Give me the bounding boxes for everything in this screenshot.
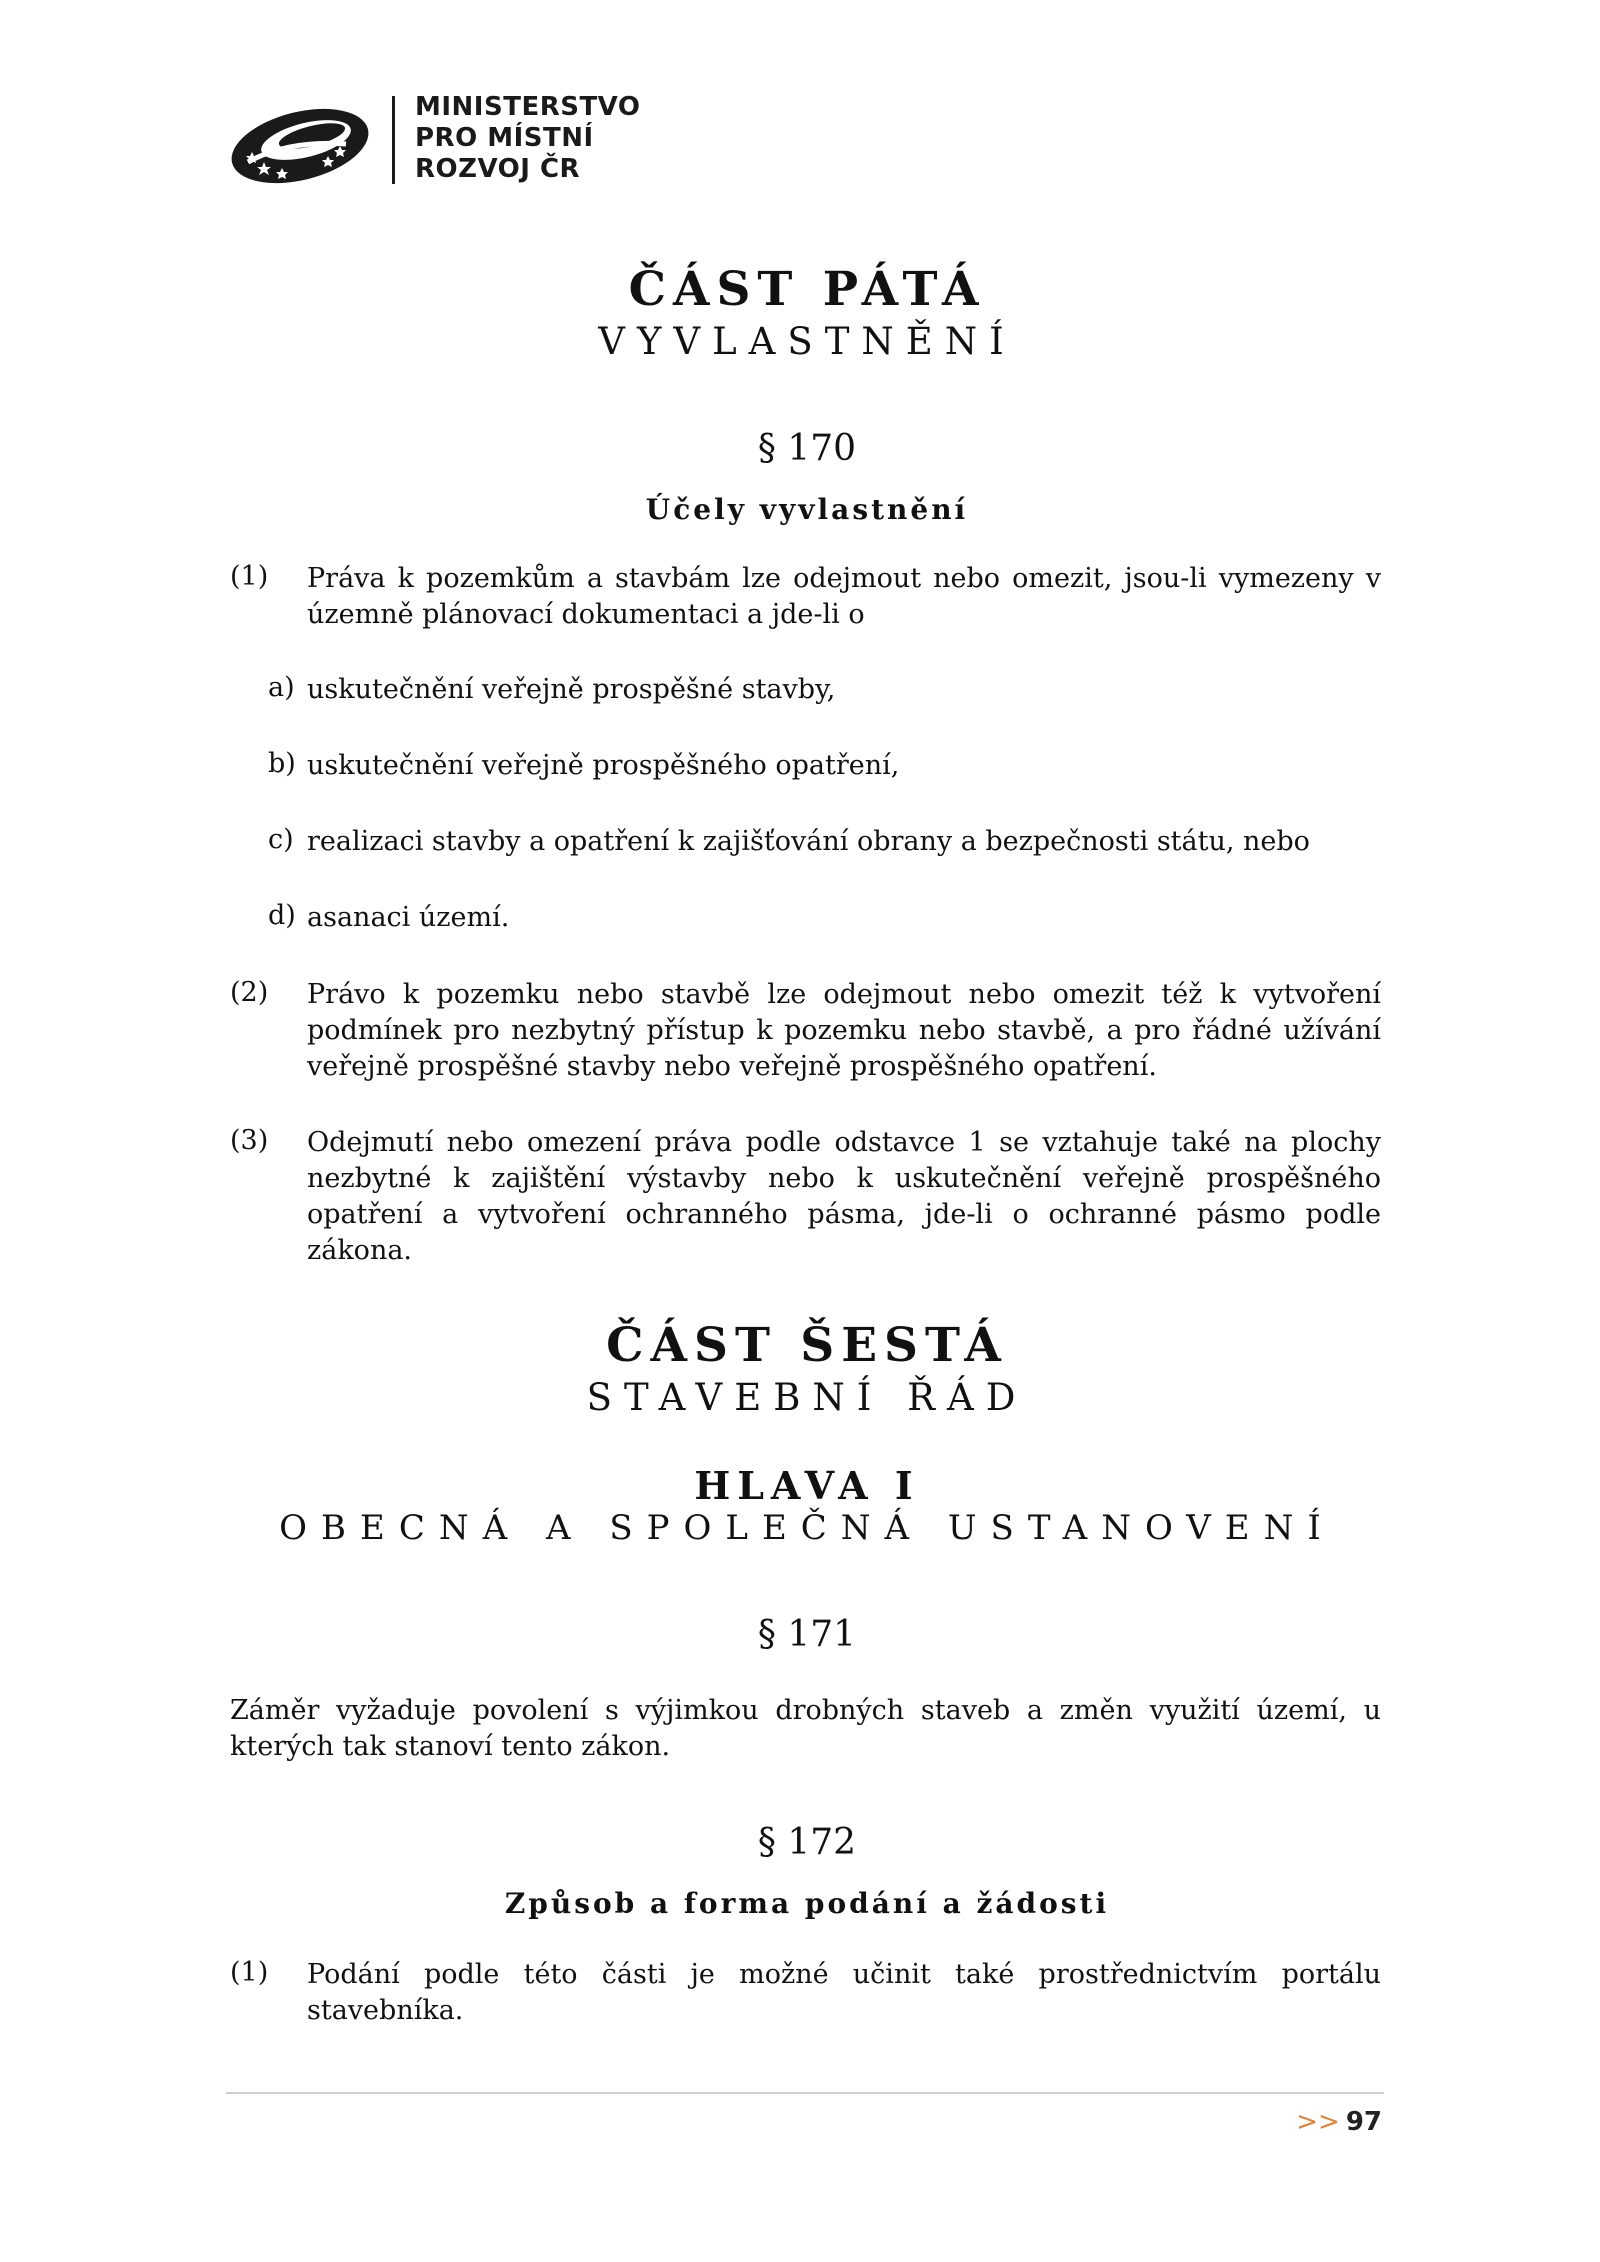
section-171-text: Záměr vyžaduje povolení s výjimkou drobných staveb a změn využití území, u kterých tak stanoví tento zákon. — [230, 1695, 1381, 1762]
list-item-text: realizaci stavby a opatření k zajišťování obrany a bezpečnosti státu, nebo — [307, 826, 1310, 857]
part-five-title: ČÁST PÁTÁ — [628, 262, 986, 317]
page-arrows: >> — [1296, 2107, 1340, 2137]
logo-text — [415, 92, 640, 185]
part-five-subtitle: VYVLASTNĚNÍ — [598, 320, 1016, 363]
list-item-letter: c) — [268, 824, 294, 855]
list-item-letter: d) — [268, 900, 296, 931]
page-number — [1296, 2107, 1382, 2137]
section-172-title: Způsob a forma podání a žádosti — [504, 1887, 1110, 1920]
page-number-value: 97 — [1345, 2107, 1382, 2137]
logo-line-3: ROZVOJ ČR — [415, 154, 581, 184]
paragraph-text: Právo k pozemku nebo stavbě lze odejmout nebo omezit též k vytvoření podmínek pro nezbytný přístup k pozemku nebo stavbě, a pro řádné užívání veřejně prospěšné stavby nebo veřejně prospěšného opatření. — [307, 979, 1381, 1082]
part-six-subtitle: STAVEBNÍ ŘÁD — [586, 1376, 1028, 1419]
logo-divider — [392, 96, 395, 184]
section-170-title: Účely vyvlastnění — [645, 493, 969, 526]
section-172-number: § 172 — [757, 1822, 857, 1863]
list-item-text: uskutečnění veřejně prospěšného opatření, — [307, 750, 900, 781]
list-item-letter: b) — [268, 748, 296, 779]
paragraph-number: (3) — [230, 1125, 269, 1156]
list-item-text: uskutečnění veřejně prospěšné stavby, — [307, 674, 836, 705]
ministry-emblem-icon — [228, 100, 378, 190]
logo-line-2: PRO MÍSTNÍ — [415, 123, 594, 153]
footer-divider — [226, 2092, 1384, 2094]
section-170-number: § 170 — [757, 428, 857, 469]
paragraph-text: Práva k pozemkům a stavbám lze odejmout nebo omezit, jsou-li vymezeny v územně plánovací dokumentaci a jde-li o — [307, 563, 1381, 630]
paragraph-number: (1) — [230, 561, 269, 592]
ministry-logo — [228, 92, 648, 192]
list-item-text: asanaci území. — [307, 902, 510, 933]
head-one-subtitle: OBECNÁ A SPOLEČNÁ USTANOVENÍ — [279, 1508, 1335, 1548]
part-six-title: ČÁST ŠESTÁ — [606, 1318, 1008, 1373]
logo-line-1: MINISTERSTVO — [415, 92, 641, 122]
list-item-letter: a) — [268, 672, 295, 703]
paragraph-text: Podání podle této části je možné učinit také prostřednictvím portálu stavebníka. — [307, 1959, 1381, 2026]
paragraph-text: Odejmutí nebo omezení práva podle odstavce 1 se vztahuje také na plochy nezbytné k zajištění výstavby nebo k uskutečnění veřejně prospěšného opatření a vytvoření ochranného pásma, jde-li o ochranné pásmo podle zákona. — [307, 1127, 1381, 1266]
paragraph-number: (2) — [230, 977, 269, 1008]
paragraph-number: (1) — [230, 1957, 269, 1988]
head-one-title: HLAVA I — [694, 1463, 920, 1508]
section-171-number: § 171 — [757, 1614, 857, 1655]
